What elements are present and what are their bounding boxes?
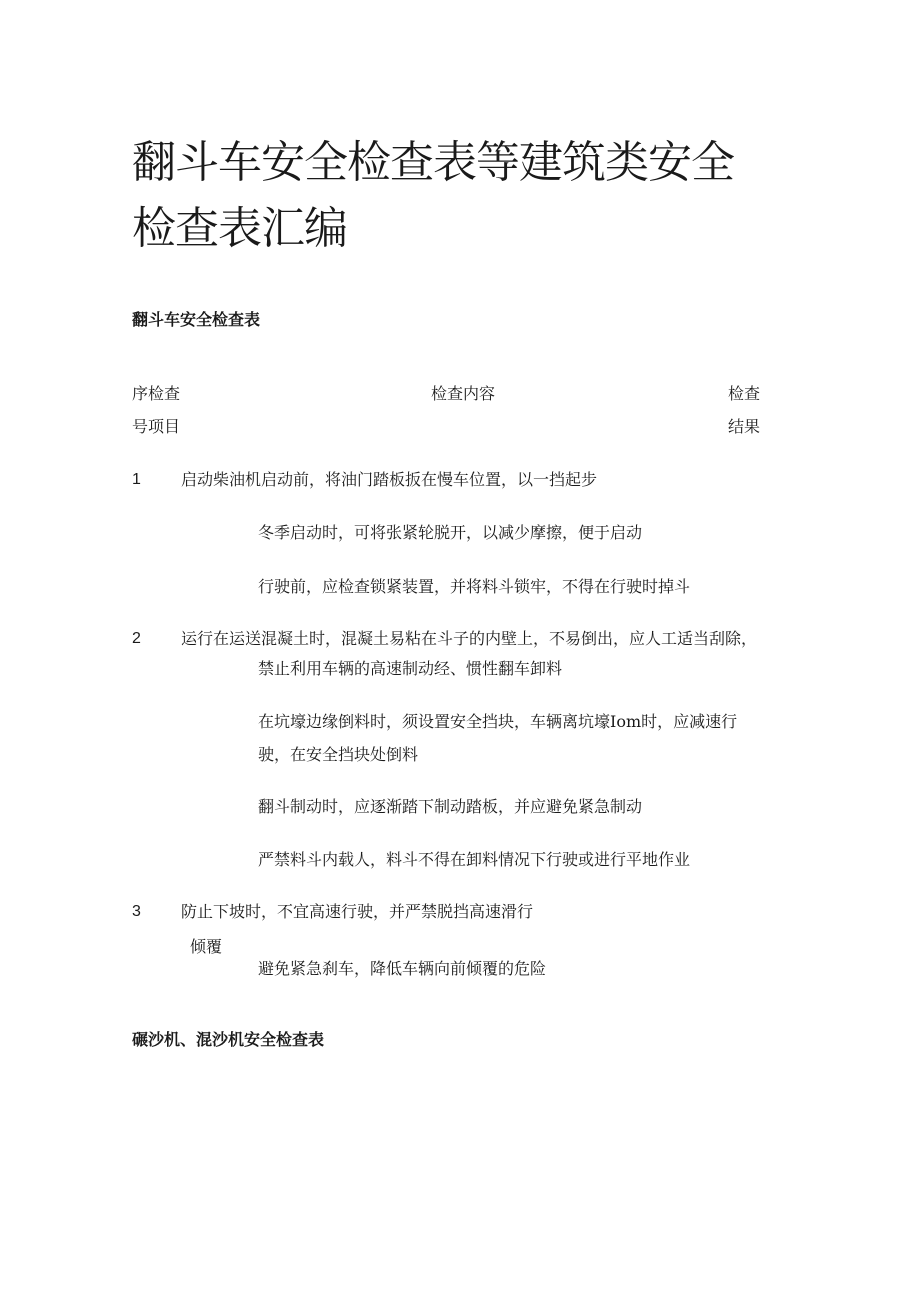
header-check-content: 检查内容: [431, 384, 496, 403]
row-3-number: 3: [132, 903, 141, 920]
header-seq-check-line1: 序检查: [132, 384, 181, 403]
header-check-result-line1: 检查: [728, 384, 761, 403]
row-2-line-4: 驶，在安全挡块处倒料: [258, 745, 419, 764]
header-check-result-line2: 结果: [728, 417, 761, 436]
row-1-line-3: 行驶前，应检查锁紧装置，并将料斗锁牢，不得在行驶时掉斗: [258, 577, 691, 596]
row-2-line-3: 在坑壕边缘倒料时，须设置安全挡块，车辆离坑壕Iom时，应减速行: [258, 712, 738, 731]
row-2-number: 2: [132, 630, 141, 647]
row-2-line-5: 翻斗制动时，应逐渐踏下制动踏板，并应避免紧急制动: [258, 797, 643, 816]
row-3-line-2: 倾覆: [190, 937, 223, 956]
row-2-line-6: 严禁料斗内载人，料斗不得在卸料情况下行驶或进行平地作业: [258, 850, 691, 869]
section-heading-sand-mixer: 碾沙机、混沙机安全检查表: [132, 1030, 325, 1049]
row-2-line-1: 运行在运送混凝土时，混凝土易粘在斗子的内壁上，不易倒出，应人工适当刮除，: [181, 629, 758, 648]
header-seq-check-line2: 号项目: [132, 417, 181, 436]
row-1-line-1: 启动柴油机启动前，将油门踏板扳在慢车位置，以一挡起步: [181, 470, 598, 489]
page-title: 翻斗车安全检查表等建筑类安全检查表汇编: [132, 137, 734, 254]
row-1-line-2: 冬季启动时，可将张紧轮脱开，以减少摩擦，便于启动: [258, 523, 643, 542]
row-1-number: 1: [132, 471, 141, 488]
row-3-line-3: 避免紧急刹车，降低车辆向前倾覆的危险: [258, 959, 547, 978]
row-2-line-2: 禁止利用车辆的高速制动经、惯性翻车卸料: [258, 659, 563, 678]
section-heading-dump-truck: 翻斗车安全检查表: [132, 310, 261, 329]
row-3-line-1: 防止下坡时，不宜高速行驶，并严禁脱挡高速滑行: [181, 902, 534, 921]
